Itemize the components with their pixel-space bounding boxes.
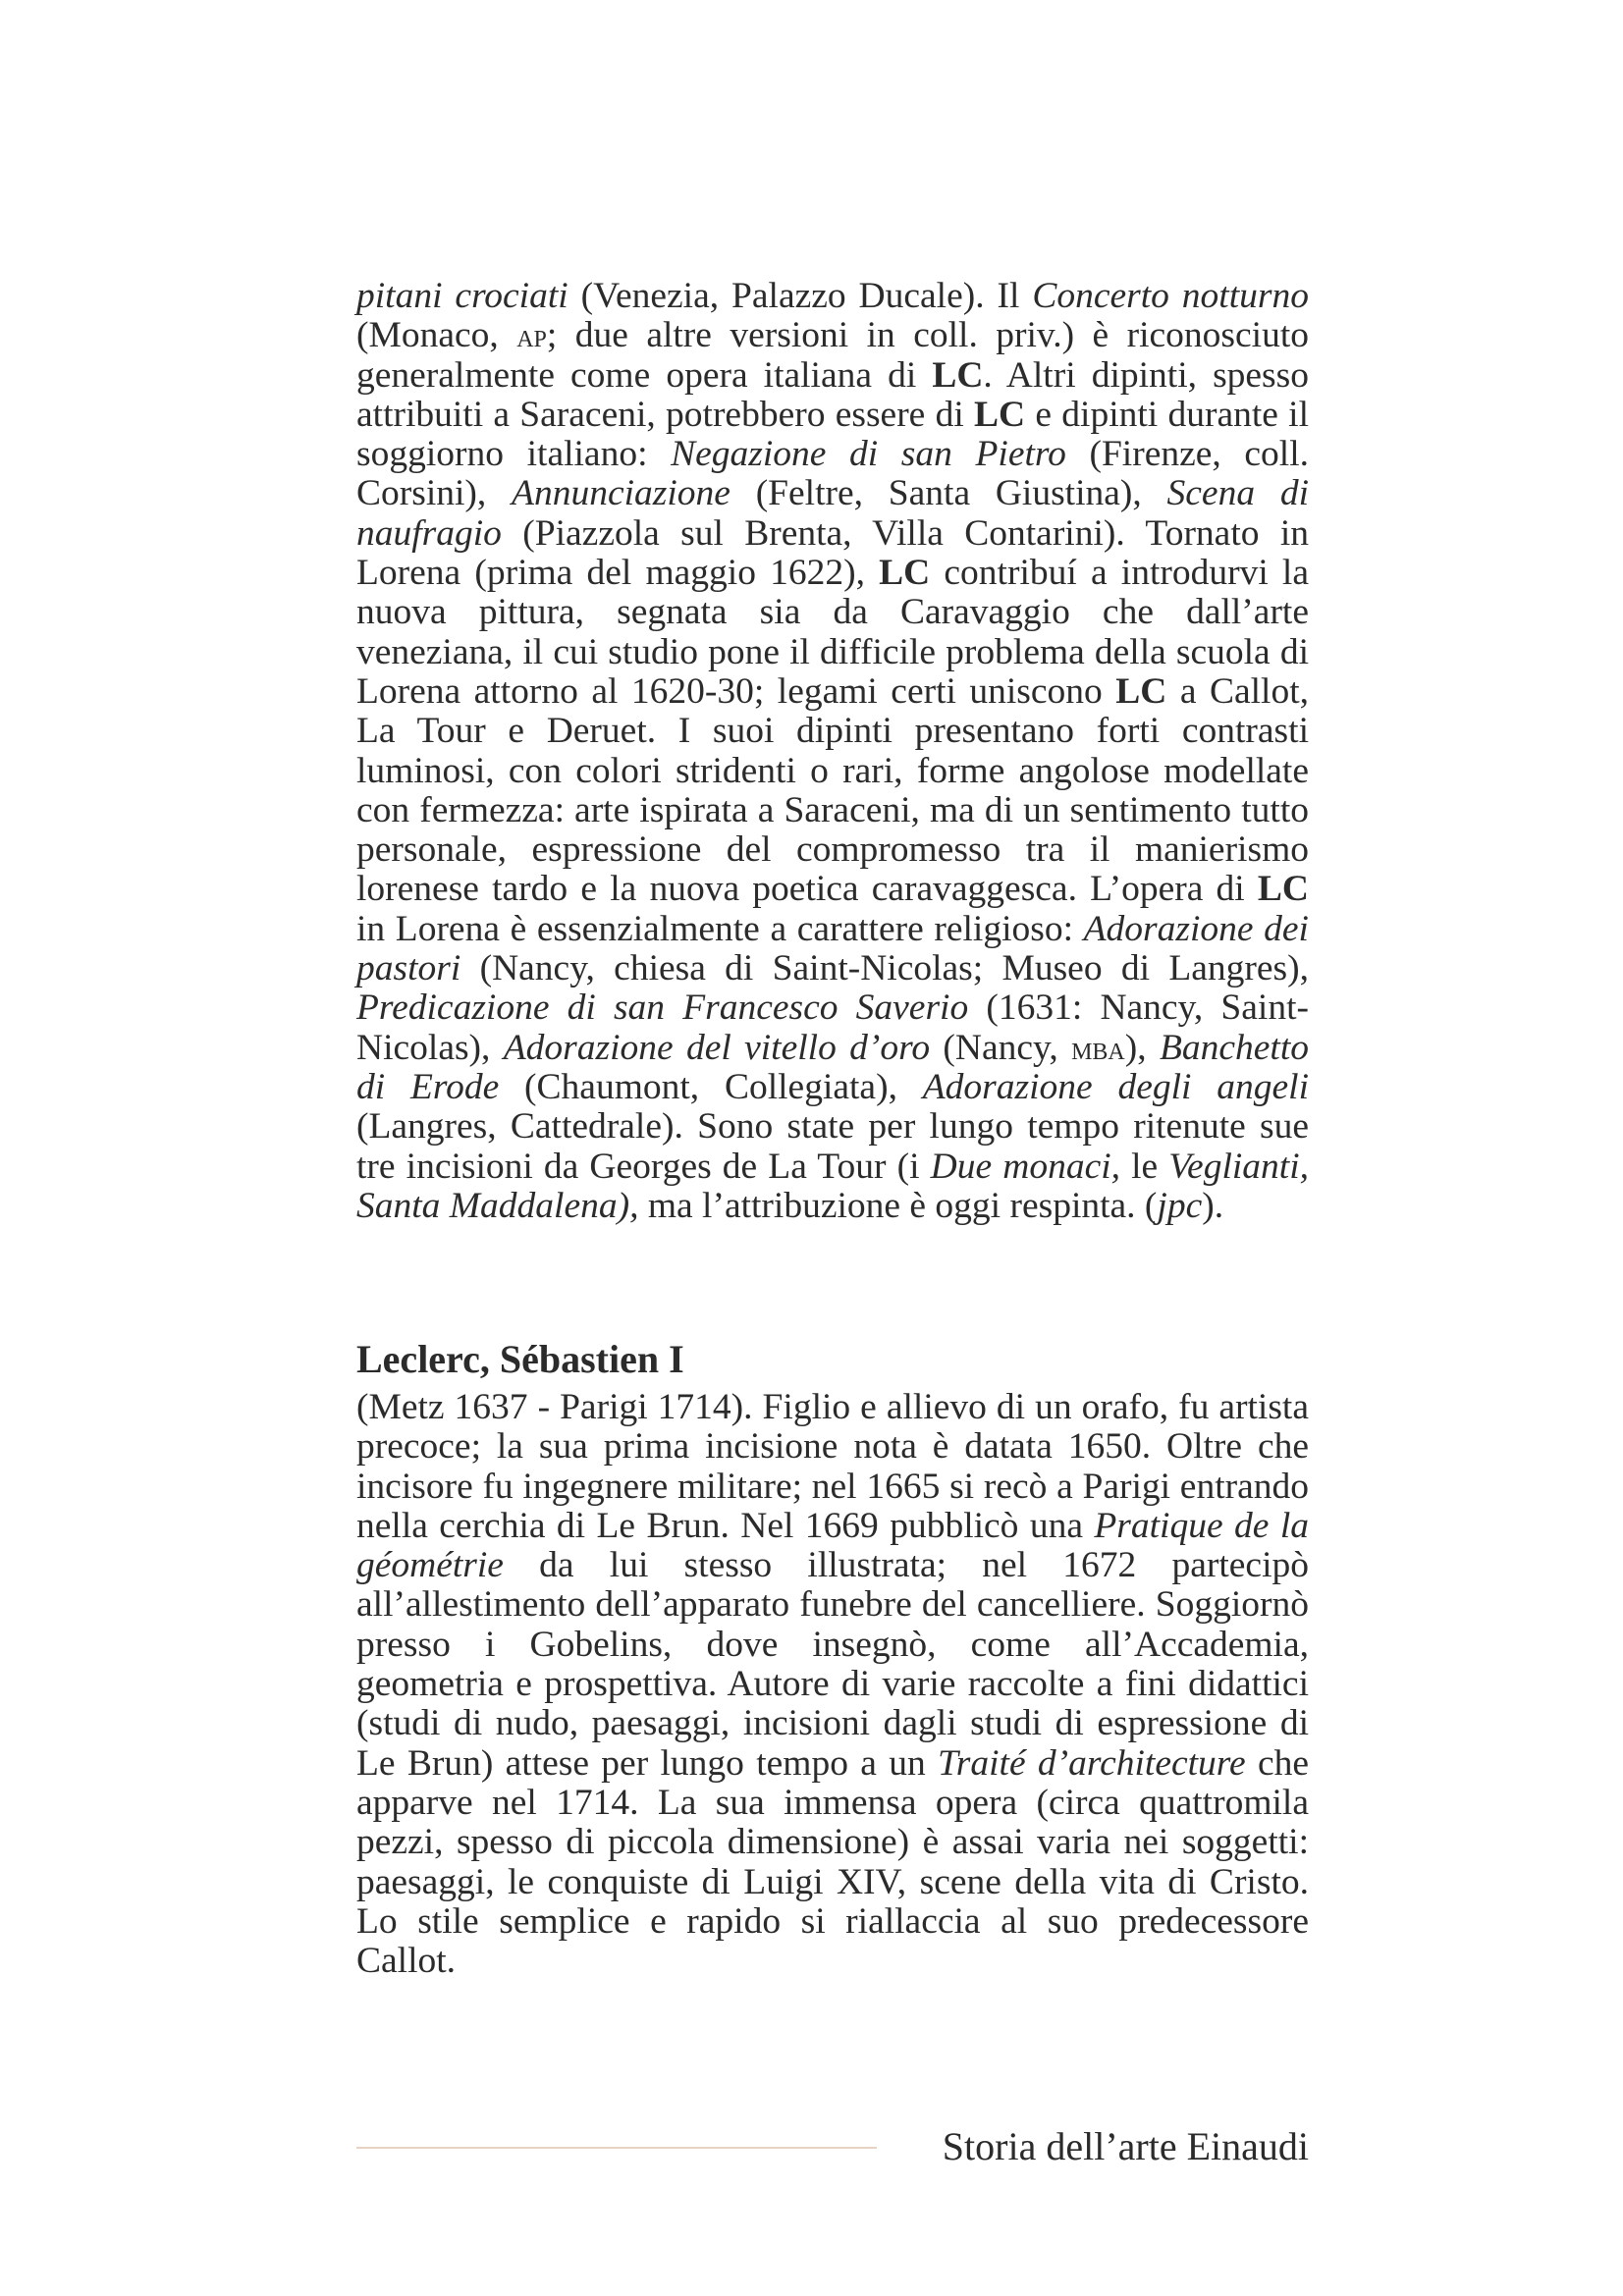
- small-caps-abbreviation: ap: [516, 317, 547, 355]
- italic-text: Due monaci,: [930, 1146, 1121, 1187]
- text-run: e dipinti durante il soggiorno italiano:: [356, 394, 1309, 475]
- text-run: (Nancy,: [930, 1027, 1072, 1068]
- italic-text: pitani crociati: [356, 276, 568, 316]
- text-run: ),: [1124, 1027, 1160, 1068]
- text-run: a Callot, La Tour e Deruet. I suoi dipinti presentano forti contrasti luminosi, con colori stridenti o rari, forme angolose modellate con fermezza: arte ispirata a Saraceni, ma di un sentimento tutto personale, espressione del compromesso tra il manierismo lorenese tardo e la nuova poetica caravaggesca. L’opera di: [356, 670, 1310, 910]
- entry-body-continuation: [356, 277, 1309, 1226]
- italic-text: Annunciazione: [512, 473, 730, 514]
- small-caps-abbreviation: mba: [1071, 1029, 1125, 1067]
- italic-text: jpc: [1157, 1185, 1203, 1226]
- text-run: che apparve nel 1714. La sua immensa opera (circa quattromila pezzi, spesso di piccola dimensione) è assai varia nei soggetti: paesaggi, le conquiste di Luigi XIV, scene della vita di Cristo. Lo stile semplice e rapido si riallaccia al suo predecessore Callot.: [356, 1742, 1309, 1982]
- text-run: . Altri dipinti, spesso attribuiti a Saraceni, potrebbero essere di: [356, 354, 1309, 435]
- bold-abbreviation: LC: [974, 394, 1026, 435]
- text-run: (1631: Nancy, Saint-Nicolas),: [356, 988, 1309, 1068]
- italic-text: Traité d’architecture: [938, 1742, 1246, 1784]
- bold-abbreviation: LC: [1115, 670, 1167, 712]
- text-run: (Nancy, chiesa di Saint-Nicolas; Museo di Langres),: [460, 948, 1309, 989]
- footer-book-title: Storia dell’arte Einaudi: [942, 2124, 1309, 2168]
- text-run: (Venezia, Palazzo Ducale). Il: [568, 276, 1033, 316]
- text-run: (Metz 1637 - Parigi 1714). Figlio e allievo di un orafo, fu artista precoce; la sua prima incisione nota è datata 1650. Oltre che incisore fu ingegnere militare; nel 1665 si recò a Parigi entrando nella cerchia di Le Brun. Nel 1669 pubblicò una: [356, 1387, 1309, 1546]
- italic-text: Pratique de la géométrie: [356, 1505, 1309, 1586]
- text-run: (Feltre, Santa Giustina),: [730, 473, 1167, 514]
- italic-text: Adorazione dei pastori: [356, 908, 1309, 989]
- footer-divider: [356, 2147, 877, 2149]
- italic-text: Banchetto di Erode: [356, 1027, 1309, 1107]
- text-run: (Piazzola sul Brenta, Villa Contarini). Tornato in Lorena (prima del maggio 1622),: [356, 512, 1309, 594]
- text-run: da lui stesso illustrata; nel 1672 partecipò all’allestimento dell’apparato funebre del cancelliere. Soggiornò presso i Gobelins, dove insegnò, come all’Accademia, geometria e prospettiva. Autore di varie raccolte a fini didattici (studi di nudo, paesaggi, incisioni dagli studi di espressione di Le Brun) attese per lungo tempo a un: [356, 1545, 1309, 1784]
- italic-text: Negazione di san Pietro: [671, 434, 1066, 475]
- text-run: contribuí a introdurvi la nuova pittura, segnata sia da Caravaggio che dall’arte veneziana, il cui studio pone il difficile problema della scuola di Lorena attorno al 1620-30; legami certi uniscono: [356, 553, 1309, 712]
- text-run: le: [1120, 1146, 1169, 1187]
- italic-text: Veglianti, Santa Maddalena),: [356, 1146, 1309, 1226]
- text-run: (Langres, Cattedrale). Sono state per lungo tempo ritenute sue tre incisioni da Georges de La Tour (i: [356, 1106, 1309, 1187]
- text-run: (Chaumont, Collegiata),: [499, 1066, 923, 1107]
- bold-abbreviation: LC: [1257, 869, 1309, 910]
- text-run: ).: [1202, 1185, 1224, 1226]
- text-run: ; due altre versioni in coll. priv.) è riconosciuto generalmente come opera italiana di: [356, 315, 1309, 396]
- entry-heading: Leclerc, Sébastien I: [356, 1337, 684, 1381]
- bold-abbreviation: LC: [932, 354, 984, 396]
- italic-text: Scena di naufragio: [356, 473, 1309, 554]
- italic-text: Concerto notturno: [1032, 276, 1309, 316]
- text-run: (Monaco,: [356, 315, 517, 356]
- italic-text: Predicazione di san Francesco Saverio: [356, 988, 969, 1029]
- entry-body: [356, 1388, 1309, 1981]
- text-run: ma l’attribuzione è oggi respinta. (: [638, 1185, 1158, 1226]
- text-run: in Lorena è essenzialmente a carattere religioso:: [356, 908, 1084, 949]
- italic-text: Adorazione degli angeli: [922, 1066, 1310, 1107]
- bold-abbreviation: LC: [879, 553, 931, 594]
- italic-text: Adorazione del vitello d’oro: [503, 1027, 931, 1068]
- text-run: (Firenze, coll. Corsini),: [356, 434, 1309, 514]
